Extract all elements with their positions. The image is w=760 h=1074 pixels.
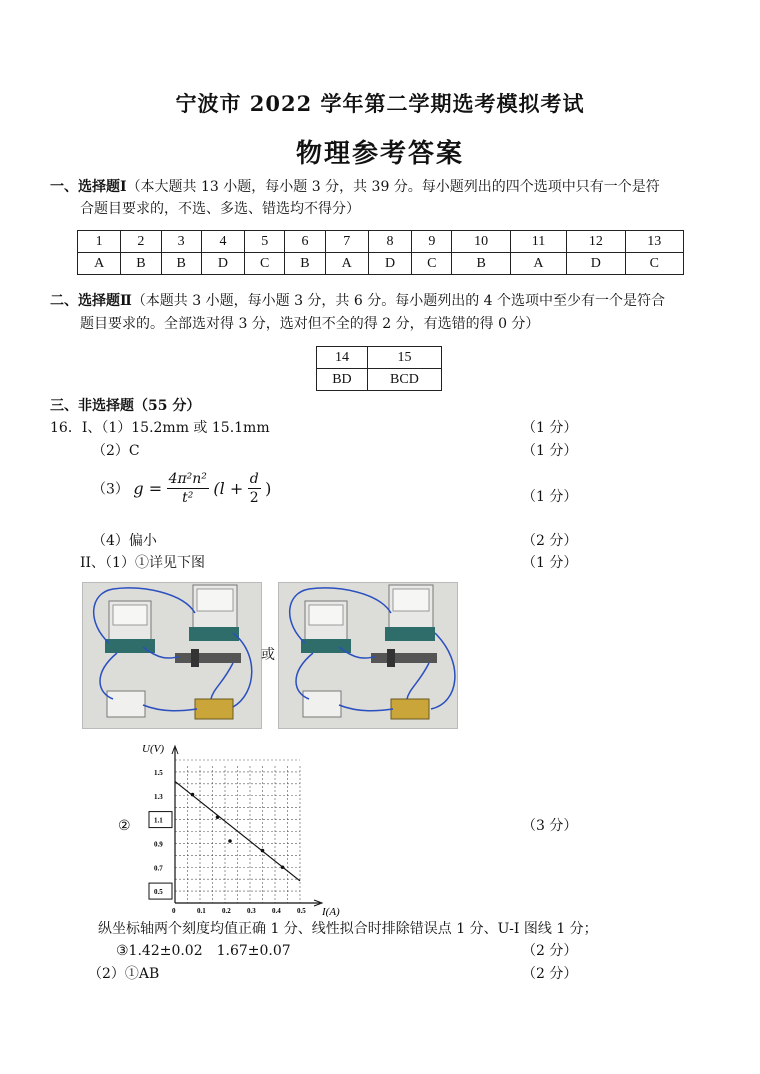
formula-mid: (l + xyxy=(213,479,244,498)
formula-fraction-2 xyxy=(248,470,261,507)
data-point xyxy=(216,815,220,819)
q16-ii-1: II、（1）①详见下图 xyxy=(80,555,205,571)
answer-cell: A xyxy=(78,253,121,275)
question-number-cell: 6 xyxy=(285,231,325,253)
y-tick-label: 0.5 xyxy=(154,888,163,897)
graph-label: ② xyxy=(118,818,131,834)
section1-desc2: 合题目要求的，不选、多选、错选均不得分） xyxy=(80,201,360,217)
section3-heading: 三、非选择题（55 分） xyxy=(50,398,201,414)
y-axis-label: U(V) xyxy=(142,743,164,755)
data-point xyxy=(281,865,285,869)
ui-graph xyxy=(140,740,350,920)
formula-lhs: g = xyxy=(133,479,163,498)
answer-table-2 xyxy=(316,346,442,391)
formula-end: ) xyxy=(265,479,272,498)
question-number-cell: 10 xyxy=(452,231,510,253)
answer-cell: A xyxy=(510,253,566,275)
data-point xyxy=(261,849,265,853)
answer-table-1 xyxy=(77,230,684,275)
q16-i-2: （2）C xyxy=(92,443,140,459)
q16-i-2-score: （1 分） xyxy=(522,443,578,459)
data-point xyxy=(228,839,232,843)
answer-cell: D xyxy=(201,253,244,275)
x-tick-label: 0.4 xyxy=(272,907,281,915)
q16-i-3 xyxy=(92,470,271,507)
or-text: 或 xyxy=(261,647,275,663)
formula-fraction-1 xyxy=(167,470,209,507)
data-point xyxy=(191,793,195,797)
x-tick-label: 0 xyxy=(172,907,176,915)
page-title: 宁波市 2022 学年第二学期选考模拟考试 xyxy=(175,91,585,116)
y-tick-label: 0.9 xyxy=(154,840,163,849)
grading-note: 纵坐标轴两个刻度均值正确 1 分、线性拟合时排除错误点 1 分、U-I 图线 1 分； xyxy=(98,921,598,937)
section2-line1 xyxy=(50,290,665,312)
formula-den-2: 2 xyxy=(249,490,259,506)
q16-i-3-label: （3） xyxy=(92,481,129,498)
answer-cell: D xyxy=(567,253,625,275)
formula-num-1: 4π²n² xyxy=(168,471,207,487)
answer-cell: D xyxy=(368,253,411,275)
x-tick-label: 0.3 xyxy=(247,907,256,915)
q16-ii-2: （2）①AB xyxy=(88,966,160,982)
q16-ii-1-score: （1 分） xyxy=(522,555,578,571)
answer-cell: C xyxy=(412,253,452,275)
table-row-answers xyxy=(317,369,442,391)
q16-i-4-score: （2 分） xyxy=(522,533,578,549)
table-row-numbers xyxy=(317,347,442,369)
question-number-cell: 7 xyxy=(325,231,368,253)
q16-ii-3: ③1.42±0.02 1.67±0.07 xyxy=(116,943,291,959)
formula-num-2: d xyxy=(249,471,259,487)
question-number-cell: 1 xyxy=(78,231,121,253)
question-number-cell: 8 xyxy=(368,231,411,253)
answer-cell: B xyxy=(161,253,201,275)
page-subtitle: 物理参考答案 xyxy=(295,139,464,169)
answer-cell: B xyxy=(285,253,325,275)
answer-cell: BCD xyxy=(367,369,441,391)
question-number-cell: 5 xyxy=(245,231,285,253)
question-number-cell: 15 xyxy=(367,347,441,369)
question-number-cell: 9 xyxy=(412,231,452,253)
section1-line1 xyxy=(50,176,660,198)
section2-desc1: （本题共 3 小题，每小题 3 分，共 6 分。每小题列出的 4 个选项中至少有一个是符合 xyxy=(131,293,666,309)
answer-cell: C xyxy=(625,253,683,275)
x-axis-label: I(A) xyxy=(322,906,340,918)
question-number-cell: 13 xyxy=(625,231,683,253)
q16-ii-2-score: （2 分） xyxy=(522,966,578,982)
answer-cell: A xyxy=(325,253,368,275)
graph-score: （3 分） xyxy=(522,818,578,834)
x-tick-label: 0.1 xyxy=(197,907,206,915)
question-number-cell: 4 xyxy=(201,231,244,253)
question-number-cell: 3 xyxy=(161,231,201,253)
answer-cell: B xyxy=(452,253,510,275)
section2-heading: 二、选择题Ⅱ xyxy=(50,293,132,309)
q16-ii-3-score: （2 分） xyxy=(522,943,578,959)
q16-i-1: 16．I、（1）15.2mm 或 15.1mm xyxy=(50,420,270,436)
question-number-cell: 11 xyxy=(510,231,566,253)
circuit-photo-1 xyxy=(82,582,262,729)
question-number-cell: 12 xyxy=(567,231,625,253)
table-row-answers xyxy=(78,253,684,275)
y-tick-label: 1.3 xyxy=(154,792,163,801)
q16-i-1-score: （1 分） xyxy=(522,420,578,436)
question-number-cell: 14 xyxy=(317,347,368,369)
circuit-photo-2 xyxy=(278,582,458,729)
y-tick-label: 1.1 xyxy=(154,816,163,825)
section2-desc2: 题目要求的。全部选对得 3 分，选对但不全的得 2 分，有选错的得 0 分） xyxy=(80,316,540,332)
y-tick-label: 1.5 xyxy=(154,768,163,777)
q16-i-4: （4）偏小 xyxy=(92,533,157,549)
table-row-numbers xyxy=(78,231,684,253)
x-tick-label: 0.2 xyxy=(222,907,231,915)
section1-heading: 一、选择题Ⅰ xyxy=(50,179,127,195)
section1-desc1: （本大题共 13 小题，每小题 3 分，共 39 分。每小题列出的四个选项中只有一个是符 xyxy=(126,179,660,195)
answer-cell: C xyxy=(245,253,285,275)
question-number-cell: 2 xyxy=(121,231,161,253)
x-tick-label: 0.5 xyxy=(297,907,306,915)
answer-cell: BD xyxy=(317,369,368,391)
y-tick-label: 0.7 xyxy=(154,864,163,873)
answer-cell: B xyxy=(121,253,161,275)
q16-i-3-score: （1 分） xyxy=(522,489,578,505)
formula-den-1: t² xyxy=(182,490,194,506)
